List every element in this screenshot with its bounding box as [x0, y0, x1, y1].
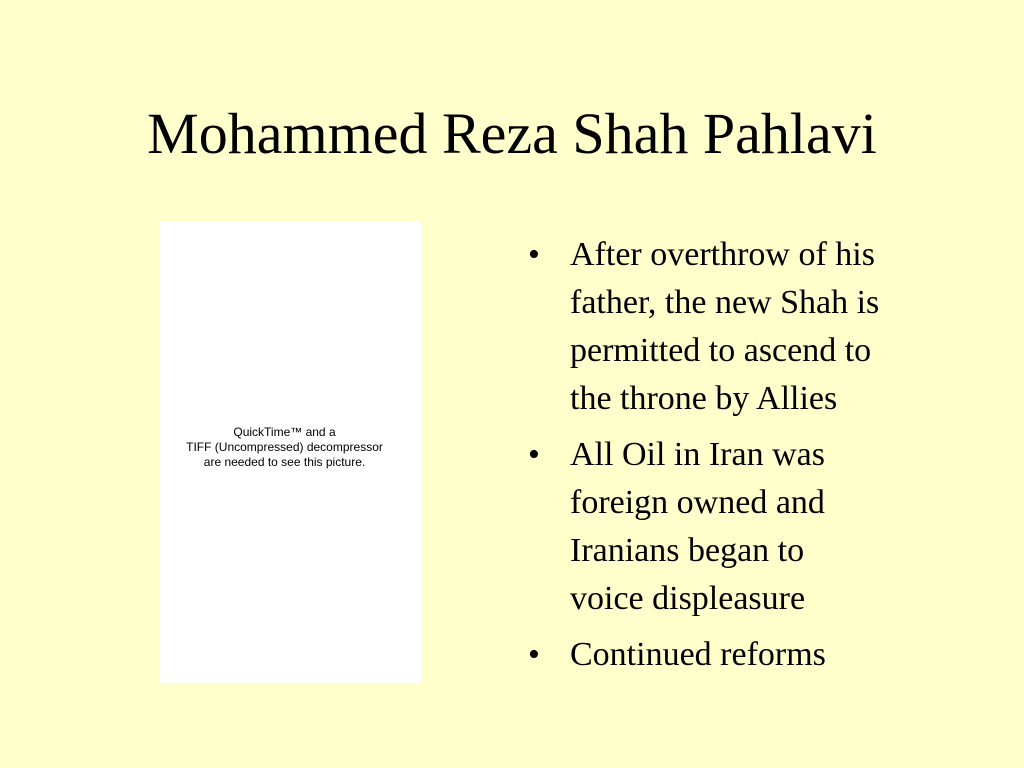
bullet-text	[570, 431, 968, 623]
bullet-marker: •	[528, 236, 540, 273]
bullet-text	[570, 631, 968, 679]
picture-message-line: are needed to see this picture.	[203, 455, 366, 469]
picture-missing-message	[160, 425, 409, 470]
bullet-list	[528, 231, 968, 687]
bullet-line: Continued reforms	[570, 636, 826, 673]
bullet-line: the throne by Allies	[570, 380, 838, 417]
bullet-line: voice displeasure	[570, 580, 806, 617]
bullet-line: After overthrow of his	[570, 236, 875, 273]
bullet-item	[528, 631, 968, 679]
slide-title: Mohammed Reza Shah Pahlavi	[147, 101, 877, 166]
picture-message-line: TIFF (Uncompressed) decompressor	[186, 440, 383, 454]
bullet-line: foreign owned and	[570, 484, 825, 521]
bullet-item	[528, 431, 968, 623]
bullet-line: All Oil in Iran was	[570, 436, 825, 473]
bullet-line: permitted to ascend to	[570, 332, 872, 369]
bullet-text	[570, 231, 968, 423]
bullet-item	[528, 231, 968, 423]
bullet-line: father, the new Shah is	[570, 284, 880, 321]
bullet-marker: •	[528, 636, 540, 673]
picture-message-line: QuickTime™ and a	[233, 425, 336, 439]
picture-placeholder	[160, 222, 421, 683]
bullet-marker: •	[528, 436, 540, 473]
bullet-line: Iranians began to	[570, 532, 805, 569]
